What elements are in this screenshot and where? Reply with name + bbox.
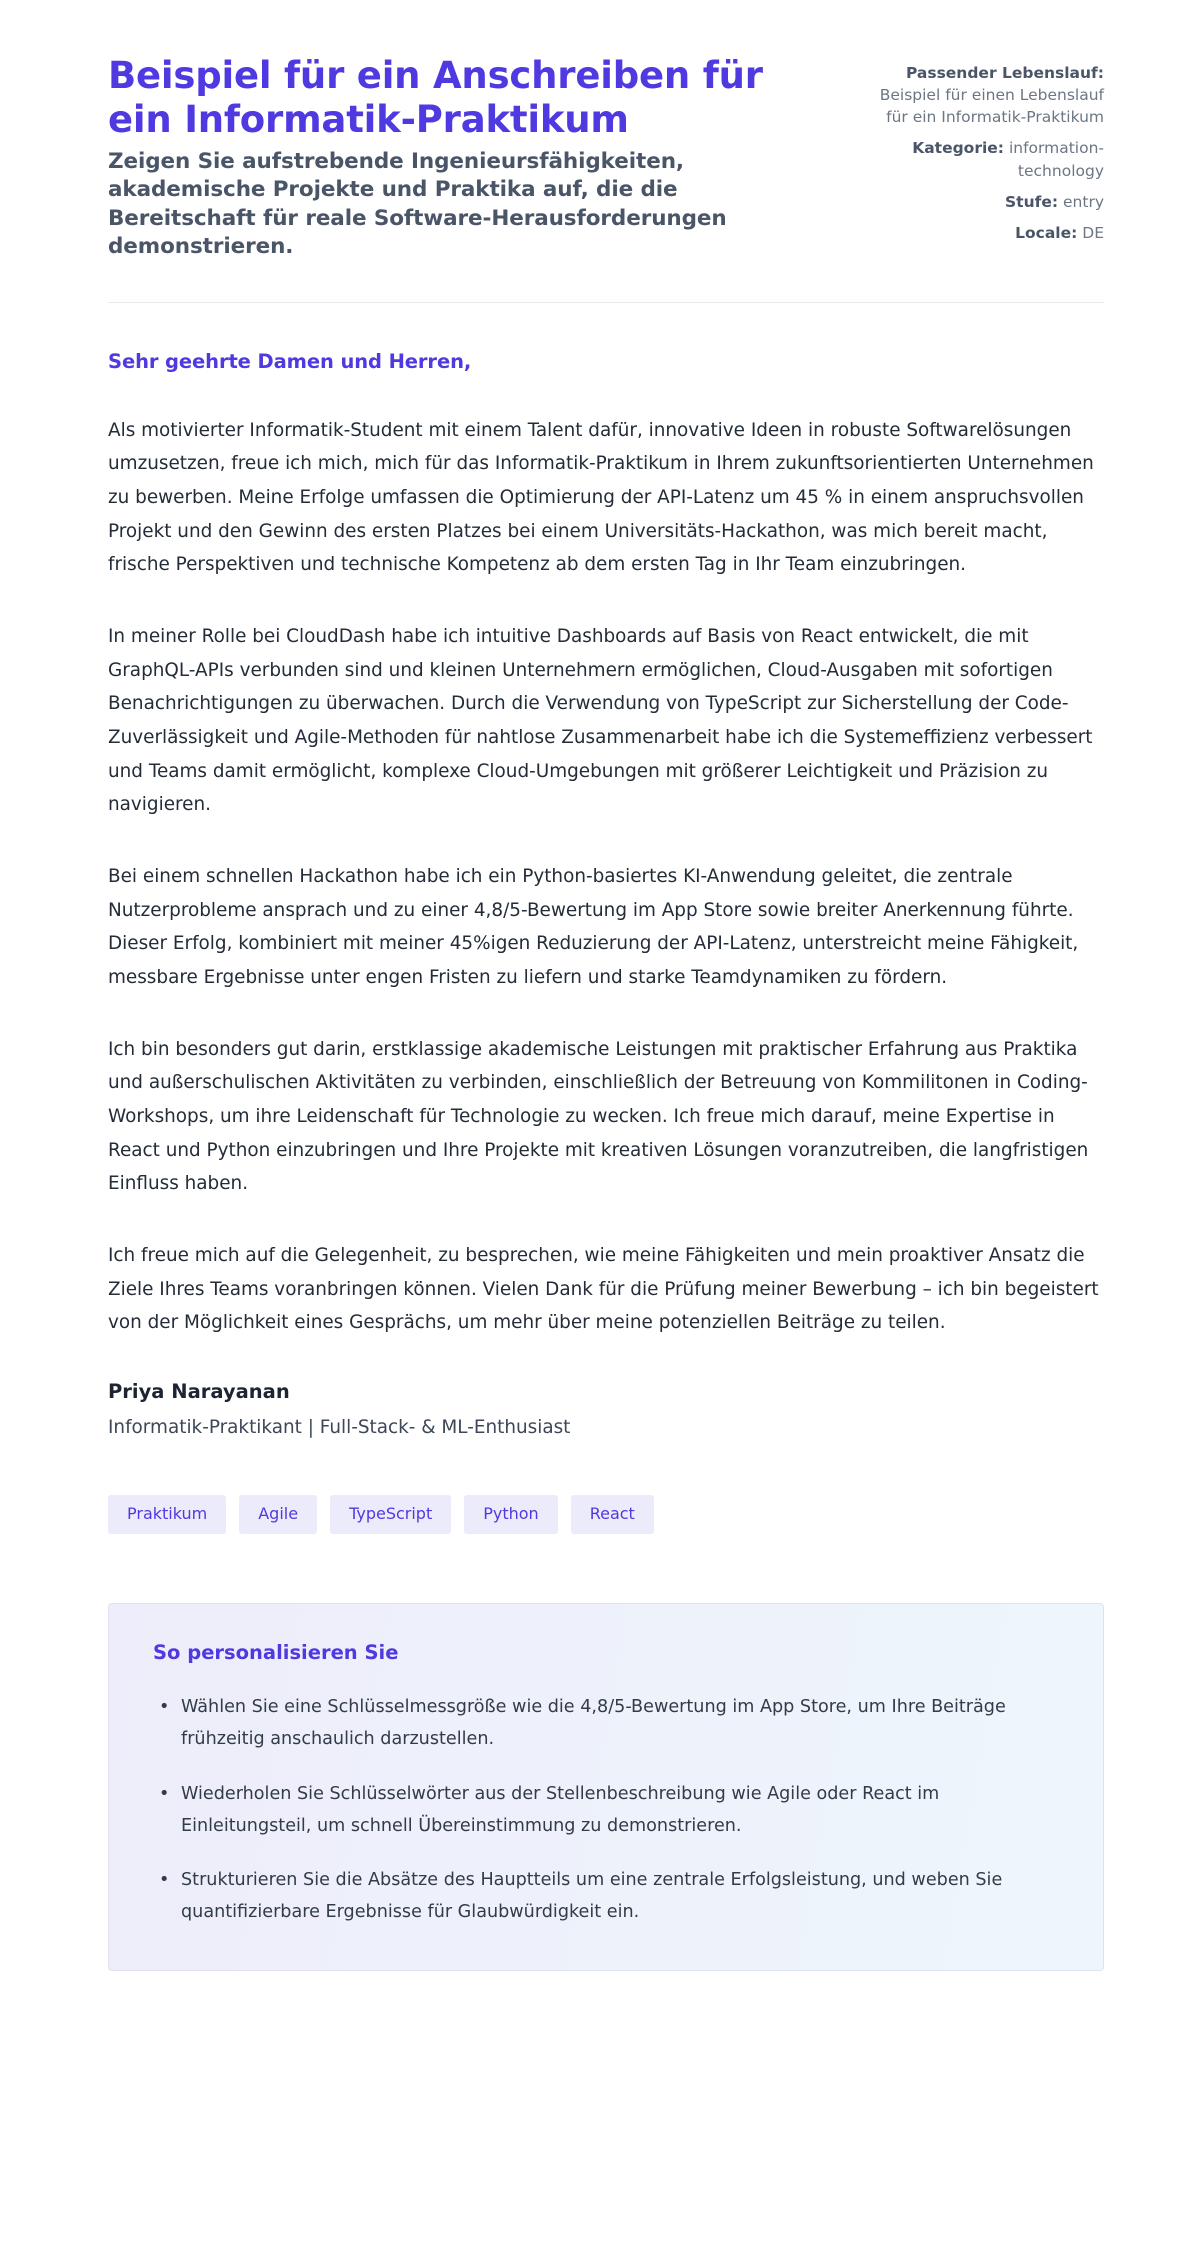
page-subtitle: Zeigen Sie aufstrebende Ingenieursfähigkeiten, akademische Projekte und Praktika auf, die die Bereitschaft für reale Software-Herausforderungen demonstrieren.	[108, 149, 727, 260]
meta-label-matching-resume: Passender Lebenslauf:	[905, 64, 1104, 82]
meta-row-locale	[862, 222, 1104, 244]
list-item: • Strukturieren Sie die Absätze des Hauptteils um eine zentrale Erfolgsleistung, und weben Sie quantifizierbare Ergebnisse für Glaubwürdigkeit ein.	[153, 1864, 1059, 1928]
tips-list	[153, 1691, 1059, 1928]
meta-value-locale: DE	[1082, 223, 1104, 242]
list-item: • Wiederholen Sie Schlüsselwörter aus der Stellenbeschreibung wie Agile oder React im Einleitungsteil, um schnell Übereinstimmung zu demonstrieren.	[153, 1778, 1059, 1842]
signature-name: Priya Narayanan	[108, 1379, 290, 1403]
letter-paragraph: Als motivierter Informatik-Student mit einem Talent dafür, innovative Ideen in robuste Softwarelösungen umzusetzen, freue ich mich, mich für das Informatik-Praktikum in Ihrem zukunftsorientierten Unternehmen zu bewerben. Meine Erfolge umfassen die Optimierung der API-Latenz um 45 % in einem anspruchsvollen Projekt und den Gewinn des ersten Platzes bei einem Universitäts-Hackathon, was mich bereit macht, frische Perspektiven und technische Kompetenz ab dem ersten Tag in Ihr Team einzubringen.	[108, 419, 1094, 576]
letter-body	[108, 303, 1104, 1340]
salutation: Sehr geehrte Damen und Herren,	[108, 349, 472, 373]
tag-chip[interactable]: TypeScript	[330, 1495, 451, 1534]
tag-chip[interactable]: Python	[464, 1495, 557, 1534]
letter-paragraph: In meiner Rolle bei CloudDash habe ich intuitive Dashboards auf Basis von React entwickelt, die mit GraphQL-APIs verbunden sind und kleinen Unternehmern ermöglichen, Cloud-Ausgaben mit sofortigen Benachrichtigungen zu überwachen. Durch die Verwendung von TypeScript zur Sicherstellung der Code-Zuverlässigkeit und Agile-Methoden für nahtlose Zusammenarbeit habe ich die Systemeffizienz verbessert und Teams damit ermöglicht, komplexe Cloud-Umgebungen mit größerer Leichtigkeit und Präzision zu navigieren.	[108, 625, 1093, 816]
meta-value-matching-resume: Beispiel für einen Lebenslauf für ein Informatik-Praktikum	[879, 86, 1104, 127]
signature-block	[108, 1340, 1104, 1438]
header-title-block	[108, 44, 808, 262]
tips-title: So personalisieren Sie	[153, 1641, 399, 1665]
letter-paragraph: Ich bin besonders gut darin, erstklassige akademische Leistungen mit praktischer Erfahrung aus Praktika und außerschulischen Aktivitäten zu verbinden, einschließlich der Betreuung von Kommilitonen in Coding-Workshops, um ihre Leidenschaft für Technologie zu wecken. Ich freue mich darauf, meine Expertise in React und Python einzubringen und Ihre Projekte mit kreativen Lösungen voranzutreiben, die langfristigen Einfluss haben.	[108, 1038, 1089, 1195]
meta-label-category: Kategorie:	[912, 139, 1004, 158]
meta-row-level	[862, 191, 1104, 213]
letter-paragraph: Ich freue mich auf die Gelegenheit, zu besprechen, wie meine Fähigkeiten und mein proaktiver Ansatz die Ziele Ihres Teams voranbringen können. Vielen Dank für die Prüfung meiner Bewerbung – ich bin begeistert von der Möglichkeit eines Gesprächs, um mehr über meine potenziellen Beiträge zu teilen.	[108, 1244, 1099, 1334]
tag-chip[interactable]: Praktikum	[108, 1495, 226, 1534]
meta-value-level: entry	[1063, 192, 1104, 211]
meta-label-level: Stufe:	[1005, 192, 1059, 211]
meta-row-category	[862, 137, 1104, 181]
document-metadata	[862, 44, 1104, 244]
page-title: Beispiel für ein Anschreiben für ein Informatik-Praktikum	[108, 54, 763, 142]
personalization-tips-callout	[108, 1603, 1104, 1971]
tag-chip[interactable]: Agile	[239, 1495, 317, 1534]
meta-value-category: information-technology	[1008, 139, 1104, 180]
document-header	[108, 44, 1104, 262]
meta-label-locale: Locale:	[1015, 223, 1078, 242]
letter-paragraph: Bei einem schnellen Hackathon habe ich ein Python-basiertes KI-Anwendung geleitet, die zentrale Nutzerprobleme ansprach und zu einer 4,8/5-Bewertung im App Store sowie breiter Anerkennung führte. Dieser Erfolg, kombiniert mit meiner 45%igen Reduzierung der API-Latenz, unterstreicht meine Fähigkeit, messbare Ergebnisse unter engen Fristen zu liefern und starke Teamdynamiken zu fördern.	[108, 865, 1079, 988]
tag-list	[108, 1438, 1104, 1534]
meta-row-matching-resume	[862, 62, 1104, 128]
letter-paragraphs	[108, 414, 1104, 1340]
list-item: • Wählen Sie eine Schlüsselmessgröße wie die 4,8/5-Bewertung im App Store, um Ihre Beiträge frühzeitig anschaulich darzustellen.	[153, 1691, 1059, 1755]
signature-role: Informatik-Praktikant | Full-Stack- & ML-Enthusiast	[108, 1416, 571, 1438]
tag-chip[interactable]: React	[571, 1495, 654, 1534]
